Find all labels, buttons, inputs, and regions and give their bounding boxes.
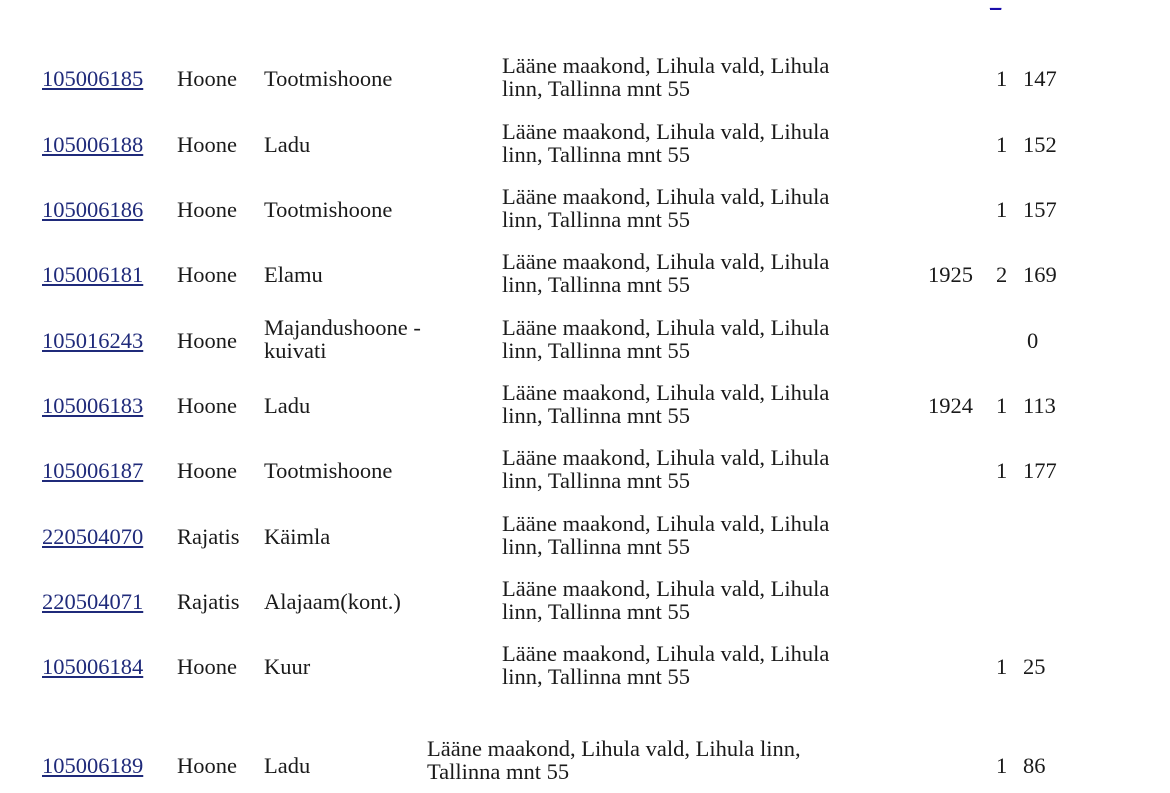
building-id-link[interactable]: 105006186 bbox=[42, 197, 144, 222]
purpose: Käimla bbox=[264, 524, 331, 549]
address-line-1: Lääne maakond, Lihula vald, Lihula bbox=[502, 511, 830, 536]
building-id-link[interactable]: 105006187 bbox=[42, 458, 144, 483]
area: 86 bbox=[1023, 753, 1046, 778]
purpose: Alajaam(kont.) bbox=[264, 589, 401, 614]
table-row bbox=[0, 381, 1170, 437]
table-row bbox=[0, 577, 1170, 633]
object-type: Hoone bbox=[177, 328, 237, 353]
object-type: Hoone bbox=[177, 132, 237, 157]
table-row bbox=[0, 642, 1170, 698]
address-line-1: Lääne maakond, Lihula vald, Lihula bbox=[502, 249, 830, 274]
table-row bbox=[0, 120, 1170, 176]
address bbox=[502, 577, 902, 623]
table-row bbox=[0, 185, 1170, 241]
table-row bbox=[0, 250, 1170, 306]
purpose-line-1: Majandushoone - bbox=[264, 315, 421, 340]
address-line-1: Lääne maakond, Lihula vald, Lihula bbox=[502, 184, 830, 209]
address-line-2: linn, Tallinna mnt 55 bbox=[502, 76, 690, 101]
year-built: 1924 bbox=[928, 393, 973, 418]
address bbox=[502, 120, 902, 166]
address-line-1: Lääne maakond, Lihula vald, Lihula bbox=[502, 119, 830, 144]
address-line-2: linn, Tallinna mnt 55 bbox=[502, 534, 690, 559]
address bbox=[502, 54, 902, 100]
table-row bbox=[0, 54, 1170, 110]
floors: 1 bbox=[996, 753, 1008, 778]
purpose: Ladu bbox=[264, 393, 311, 418]
object-type: Hoone bbox=[177, 753, 237, 778]
address bbox=[502, 512, 902, 558]
purpose bbox=[264, 316, 421, 362]
object-type: Rajatis bbox=[177, 589, 240, 614]
address-line-2: linn, Tallinna mnt 55 bbox=[502, 207, 690, 232]
table-row bbox=[0, 446, 1170, 502]
building-id-link[interactable]: 105006189 bbox=[42, 753, 144, 778]
object-type: Hoone bbox=[177, 262, 237, 287]
address bbox=[502, 381, 902, 427]
area: 25 bbox=[1023, 654, 1046, 679]
floors: 1 bbox=[996, 132, 1008, 157]
purpose-line-2: kuivati bbox=[264, 338, 327, 363]
object-type: Hoone bbox=[177, 458, 237, 483]
address bbox=[502, 250, 902, 296]
area: 152 bbox=[1023, 132, 1057, 157]
address-line-1: Lääne maakond, Lihula vald, Lihula bbox=[502, 380, 830, 405]
table-row bbox=[0, 316, 1170, 372]
purpose: Ladu bbox=[264, 132, 311, 157]
address-line-1: Lääne maakond, Lihula vald, Lihula bbox=[502, 641, 830, 666]
area: 157 bbox=[1023, 197, 1057, 222]
object-type: Hoone bbox=[177, 66, 237, 91]
address-line-2: linn, Tallinna mnt 55 bbox=[502, 468, 690, 493]
table-row bbox=[0, 512, 1170, 568]
purpose: Tootmishoone bbox=[264, 66, 393, 91]
address-line-2: linn, Tallinna mnt 55 bbox=[502, 272, 690, 297]
address-line-2: Tallinna mnt 55 bbox=[427, 759, 570, 784]
area: 169 bbox=[1023, 262, 1057, 287]
address-line-1: Lääne maakond, Lihula vald, Lihula bbox=[502, 576, 830, 601]
area: 113 bbox=[1023, 393, 1056, 418]
object-type: Rajatis bbox=[177, 524, 240, 549]
building-id-link[interactable]: 105016243 bbox=[42, 328, 144, 353]
floors: 2 bbox=[996, 262, 1008, 287]
purpose: Kuur bbox=[264, 654, 311, 679]
building-id-link[interactable]: 220504070 bbox=[42, 524, 144, 549]
address bbox=[502, 185, 902, 231]
area: 147 bbox=[1023, 66, 1057, 91]
address bbox=[502, 316, 902, 362]
year-built: 1925 bbox=[928, 262, 973, 287]
address-line-2: linn, Tallinna mnt 55 bbox=[502, 338, 690, 363]
address-line-2: linn, Tallinna mnt 55 bbox=[502, 599, 690, 624]
address-line-1: Lääne maakond, Lihula vald, Lihula linn, bbox=[427, 736, 801, 761]
floors: 1 bbox=[996, 393, 1008, 418]
address-line-2: linn, Tallinna mnt 55 bbox=[502, 142, 690, 167]
address-line-1: Lääne maakond, Lihula vald, Lihula bbox=[502, 53, 830, 78]
building-id-link[interactable]: 220504071 bbox=[42, 589, 144, 614]
area: 177 bbox=[1023, 458, 1057, 483]
object-type: Hoone bbox=[177, 393, 237, 418]
purpose: Tootmishoone bbox=[264, 197, 393, 222]
address bbox=[502, 642, 902, 688]
address-line-1: Lääne maakond, Lihula vald, Lihula bbox=[502, 445, 830, 470]
address-line-2: linn, Tallinna mnt 55 bbox=[502, 403, 690, 428]
purpose: Ladu bbox=[264, 753, 311, 778]
floors: 1 bbox=[996, 197, 1008, 222]
floors: 1 bbox=[996, 66, 1008, 91]
address-line-2: linn, Tallinna mnt 55 bbox=[502, 664, 690, 689]
building-id-link[interactable]: 105006188 bbox=[42, 132, 144, 157]
object-type: Hoone bbox=[177, 197, 237, 222]
building-id-link[interactable]: 105006184 bbox=[42, 654, 144, 679]
object-type: Hoone bbox=[177, 654, 237, 679]
address bbox=[502, 446, 902, 492]
floors: 1 bbox=[996, 458, 1008, 483]
building-id-link[interactable]: 105006181 bbox=[42, 262, 144, 287]
purpose: Elamu bbox=[264, 262, 323, 287]
address bbox=[427, 737, 907, 783]
purpose: Tootmishoone bbox=[264, 458, 393, 483]
top-link[interactable] bbox=[990, 0, 1001, 12]
building-id-link[interactable]: 105006185 bbox=[42, 66, 144, 91]
floors: 1 bbox=[996, 654, 1008, 679]
address-line-1: Lääne maakond, Lihula vald, Lihula bbox=[502, 315, 830, 340]
building-id-link[interactable]: 105006183 bbox=[42, 393, 144, 418]
area: 0 bbox=[1027, 328, 1039, 353]
